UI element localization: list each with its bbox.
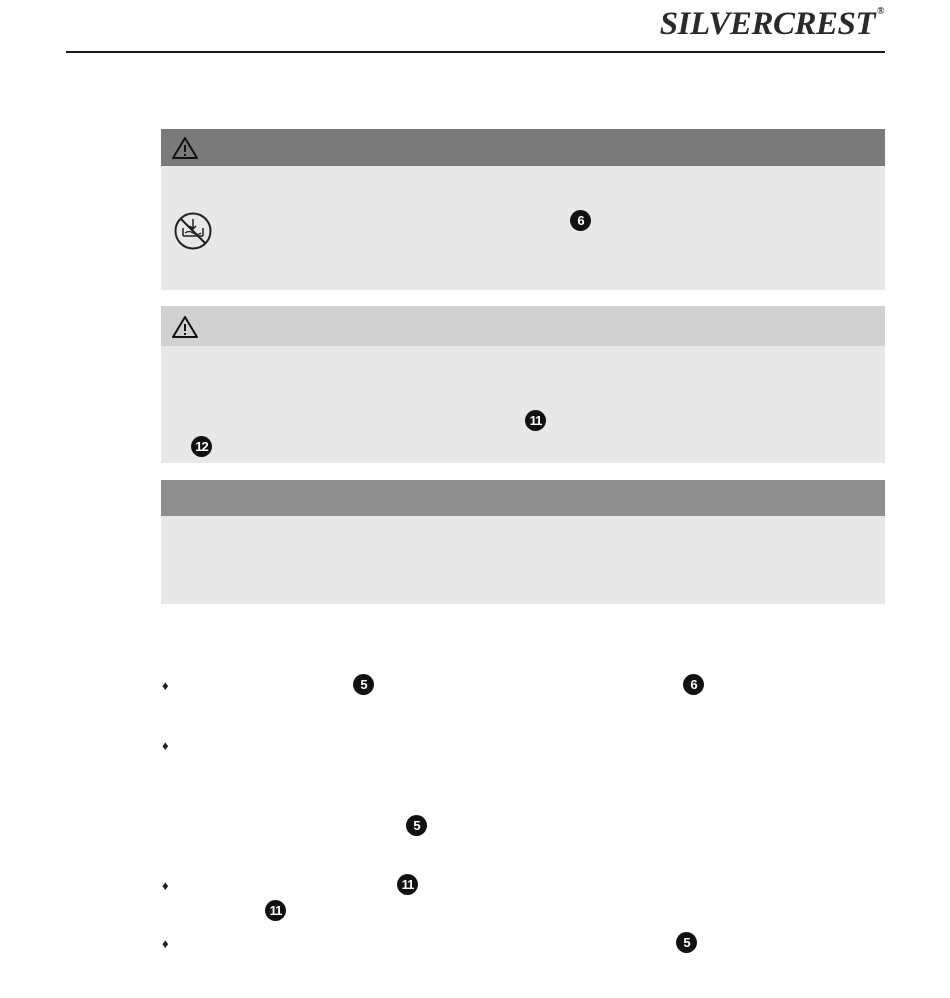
warning-icon — [171, 136, 199, 160]
part-marker: 5 — [406, 815, 427, 836]
registered-mark: ® — [877, 6, 884, 17]
no-water-icon — [173, 211, 213, 251]
note-box — [161, 480, 885, 604]
list-bullet: ♦ — [162, 878, 169, 893]
part-marker: 6 — [570, 210, 591, 231]
part-marker: 11 — [265, 900, 286, 921]
list-bullet: ♦ — [162, 678, 169, 693]
part-marker: 5 — [353, 674, 374, 695]
brand-logo — [660, 6, 884, 43]
warning-icon — [171, 315, 199, 339]
part-marker: 12 — [191, 436, 212, 457]
warning-box-2-header — [161, 306, 885, 346]
warning-box-1-body — [161, 166, 885, 290]
part-marker: 11 — [397, 874, 418, 895]
warning-box-1 — [161, 129, 885, 290]
warning-box-2-body — [161, 346, 885, 463]
warning-box-1-header — [161, 129, 885, 166]
note-box-body — [161, 516, 885, 604]
header-rule — [66, 51, 885, 53]
part-marker: 5 — [676, 932, 697, 953]
brand-logo-text: SILVERCREST — [659, 6, 876, 42]
part-marker: 11 — [525, 410, 546, 431]
list-bullet: ♦ — [162, 738, 169, 753]
note-box-header — [161, 480, 885, 516]
list-bullet: ♦ — [162, 936, 169, 951]
part-marker: 6 — [683, 674, 704, 695]
warning-box-2 — [161, 306, 885, 463]
